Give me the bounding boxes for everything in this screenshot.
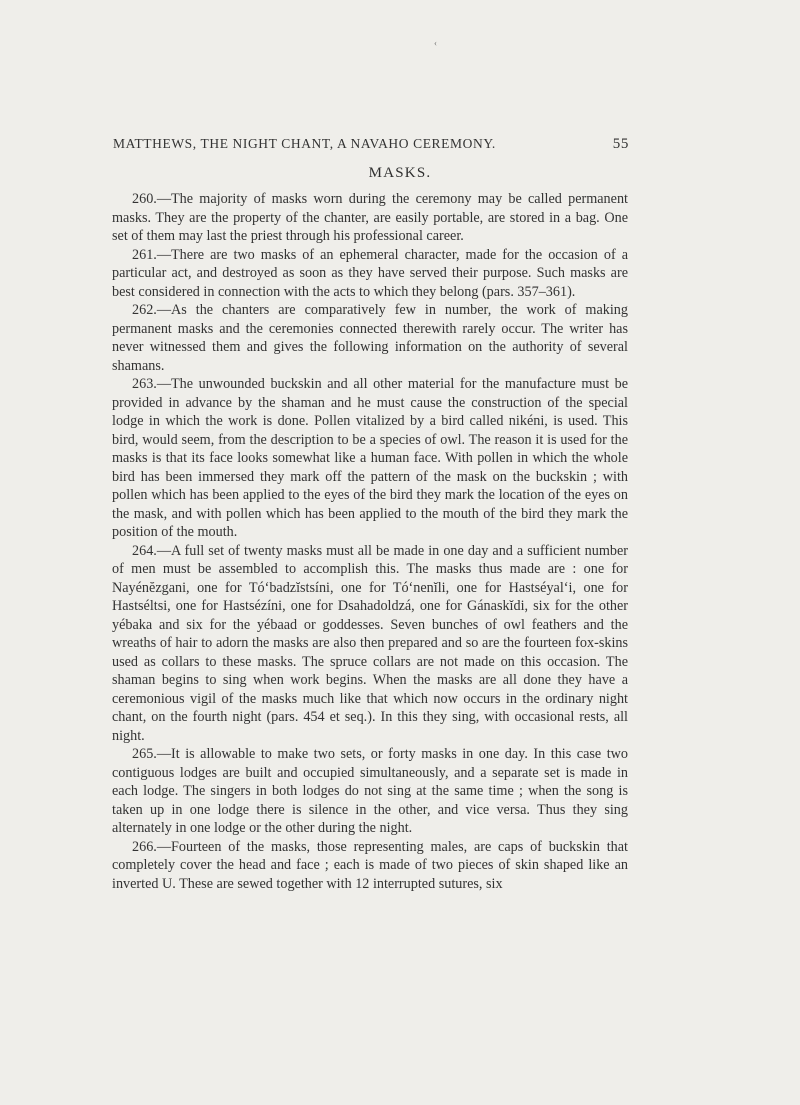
paragraph-264: 264.—A full set of twenty masks must all be made in one day and a sufficient number of men must be assembled to accomplish this. The masks thus made are : one for Nayénĕzgani, one for Tóʻbadzĭstsíni, one for Tóʻnenĭli, one for Hastséyalʻi, one for Hastséltsi, one for Hastsézíni, one for Dsahadoldzá, one for Gánaskĭdi, six for the other yébaka and six for the yébaad or goddesses. Seven bunches of owl feathers and the wreaths of hair to adorn the masks are also then prepared and so are the fourteen fox-skins used as collars to these masks. The spruce collars are not made on this occasion. The shaman begins to sing when work begins. When the masks are all done they have a ceremonious vigil of the masks much like that which now occurs in the ordinary night chant, on the fourth night (pars. 454 et seq.). In this they sing, with occasional rests, all night.	[112, 542, 628, 744]
running-head-title: MATTHEWS, THE NIGHT CHANT, A NAVAHO CEREMONY.	[113, 136, 496, 151]
paragraph-263: 263.—The unwounded buckskin and all other material for the manufacture must be provided in advance by the shaman and he must cause the construction of the special lodge in which the work is done. Pollen vitalized by a bird called nikéni, is used. This bird, would seem, from the description to be a species of owl. The reason it is used for the masks is that its face looks somewhat like a human face. With pollen in which the whole bird has been immersed they mark off the pattern of the mask on the buckskin ; with pollen which has been applied to the eyes of the bird they mark the location of the eyes on the mask, and with pollen which has been applied to the mouth of the bird they mark the position of the mouth.	[112, 376, 628, 540]
page-number: 55	[612, 136, 629, 152]
paragraph-260: 260.—The majority of masks worn during the ceremony may be called permanent masks. They are the property of the chanter, are easily portable, are stored in a bag. One set of them may last the priest through his professional career.	[112, 191, 628, 244]
paragraph-261: 261.—There are two masks of an ephemeral character, made for the occasion of a particular act, and destroyed as soon as they have served their purpose. Such masks are best considered in connection with the acts to which they belong (pars. 357–361).	[112, 246, 628, 300]
section-title: MASKS.	[368, 165, 432, 181]
running-head	[113, 136, 629, 152]
paragraph-266: 266.—Fourteen of the masks, those representing males, are caps of buckskin that completely cover the head and face ; each is made of two pieces of skin shaped like an inverted U. These are sewed together with 12 interrupted sutures, six	[112, 838, 628, 892]
paragraph-262: 262.—As the chanters are comparatively few in number, the work of making permanent masks and the ceremonies connected therewith rarely occur. The writer has never witnessed them and gives the following information on the authority of several shamans.	[112, 302, 628, 374]
body-text	[112, 190, 628, 893]
paragraph-265: 265.—It is allowable to make two sets, or forty masks in one day. In this case two contiguous lodges are built and occupied simultaneously, and a separate set is made in each lodge. The singers in both lodges do not sing at the same time ; when the song is taken up in one lodge there is silence in the other, and vice versa. Thus they sing alternately in one lodge or the other during the night.	[112, 746, 628, 836]
printer-mark: ‹	[434, 38, 437, 48]
